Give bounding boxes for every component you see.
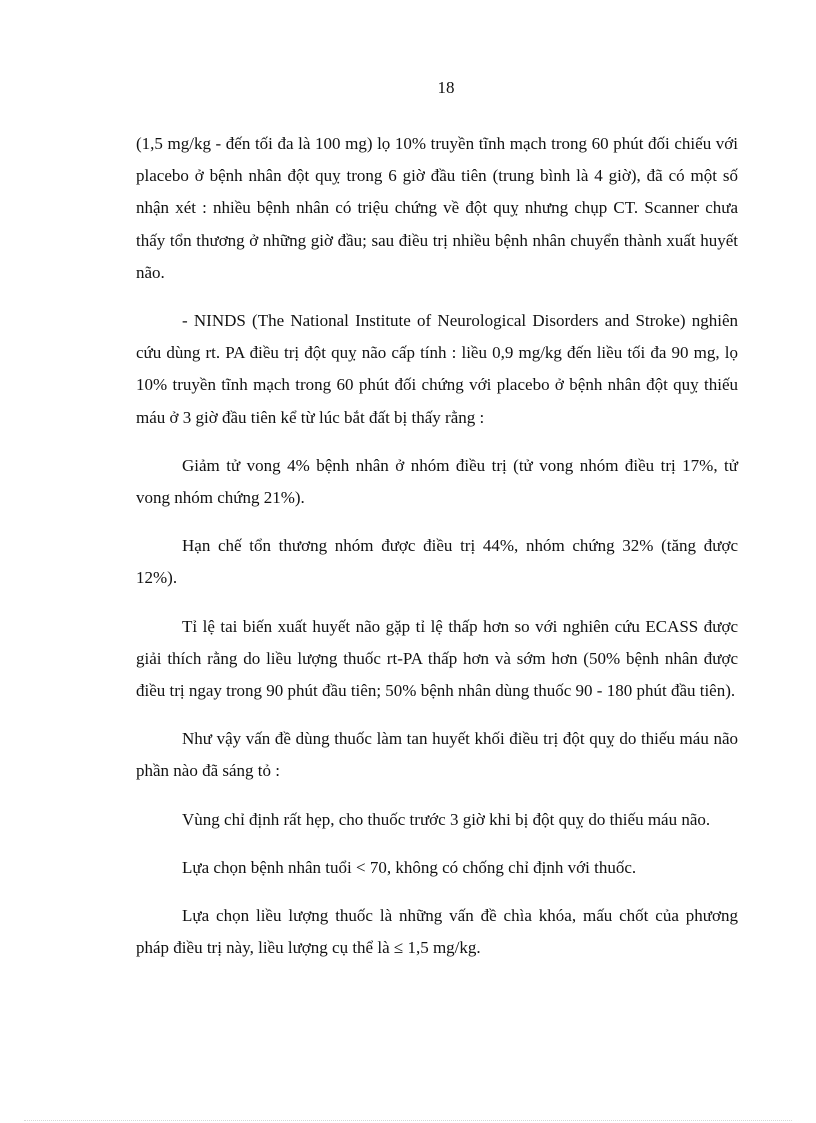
paragraph-mortality-reduction: Giảm tử vong 4% bệnh nhân ở nhóm điều trị (tử vong nhóm điều trị 17%, tử vong nhóm chứng 21%). [136,455,738,508]
paragraph-patient-selection: Lựa chọn bệnh nhân tuổi < 70, không có chống chỉ định với thuốc. [182,857,637,877]
paragraph-indication-window: Vùng chỉ định rất hẹp, cho thuốc trước 3 giờ khi bị đột quỵ do thiếu máu não. [182,809,711,829]
paragraph-thrombolysis-summary: Như vậy vấn đề dùng thuốc làm tan huyết khối điều trị đột quỵ do thiếu máu não phần nào đã sáng tỏ : [136,729,738,781]
paragraph-hemorrhage-rate: Tỉ lệ tai biến xuất huyết não gặp tỉ lệ thấp hơn so với nghiên cứu ECASS được giải thích rằng do liều lượng thuốc rt-PA thấp hơn và sớm hơn (50% bệnh nhân được điều trị ngay trong 90 phút đầu tiên; 50% bệnh nhân dùng thuốc 90 - 180 phút đầu tiên). [136,616,738,701]
page-number: 18 [437,78,455,97]
paragraph-dosage-selection: Lựa chọn liều lượng thuốc là những vấn đề chìa khóa, mấu chốt của phương pháp điều trị này, liều lượng cụ thể là ≤ 1,5 mg/kg. [136,906,738,958]
page-bottom-divider [24,1120,792,1121]
paragraph-continuation: (1,5 mg/kg - đến tối đa là 100 mg) lọ 10% truyền tĩnh mạch trong 60 phút đối chiếu với placebo ở bệnh nhân đột quỵ trong 6 giờ đầu tiên (trung bình là 4 giờ), đã có một số nhận xét : nhiều bệnh nhân có triệu chứng về đột quỵ nhưng chụp CT. Scanner chưa thấy tổn thương ở những giờ đầu; sau điều trị nhiều bệnh nhân chuyển thành xuất huyết não. [136,134,738,282]
paragraph-ninds-study: - NINDS (The National Institute of Neurological Disorders and Stroke) nghiên cứu dùng rt. PA điều trị đột quỵ não cấp tính : liều 0,9 mg/kg đến liều tối đa 90 mg, lọ 10% truyền tĩnh mạch trong 60 phút đối chứng với placebo ở bệnh nhân đột quỵ thiếu máu ở 3 giờ đầu tiên kể từ lúc bắt đất bị thấy rằng : [136,311,738,427]
document-body [136,128,738,980]
paragraph-damage-limitation: Hạn chế tổn thương nhóm được điều trị 44%, nhóm chứng 32% (tăng được 12%). [136,536,738,588]
